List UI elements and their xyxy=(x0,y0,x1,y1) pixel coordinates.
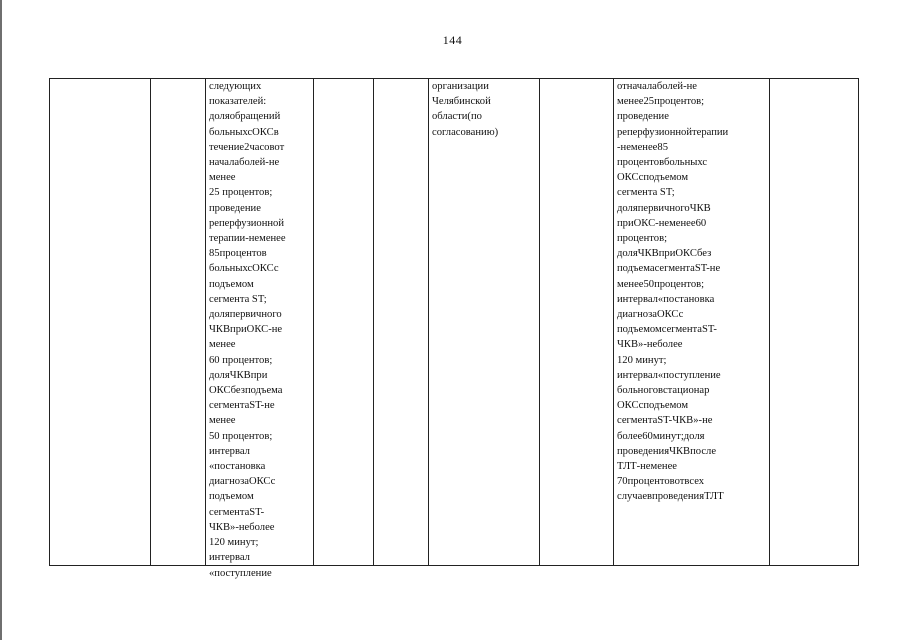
page-number: 144 xyxy=(442,33,463,47)
column-divider xyxy=(539,79,540,565)
cell-line: менее xyxy=(209,172,236,184)
cell-line: менее50процентов; xyxy=(617,278,705,290)
column-divider xyxy=(613,79,614,565)
cell-line: процентовбольныхс xyxy=(617,157,708,169)
cell-line: 50 процентов; xyxy=(209,430,273,442)
cell-line: доляпервичногоЧКВ xyxy=(617,202,711,214)
cell-line: больноговстационар xyxy=(617,385,710,397)
cell-line: интервал«постановка xyxy=(617,293,715,305)
cell-line: 60 процентов; xyxy=(209,354,273,366)
cell-executor-text xyxy=(432,79,535,140)
cell-line: 85процентов xyxy=(209,248,267,260)
cell-line: больныхсОКСв xyxy=(209,126,279,138)
cell-line: сегментаST-не xyxy=(209,400,275,412)
cell-line: менее xyxy=(209,415,236,427)
column-divider xyxy=(373,79,374,565)
cell-line: ОКСсподъемом xyxy=(617,172,689,184)
cell-line: 120 минут; xyxy=(209,537,259,549)
cell-line: сегмента ST; xyxy=(617,187,675,199)
cell-line: подъемом xyxy=(209,491,254,503)
cell-line: доляЧКВпри xyxy=(209,369,268,381)
document-table xyxy=(49,78,859,579)
cell-line: Челябинской xyxy=(432,96,491,108)
cell-results-text xyxy=(617,79,765,505)
cell-line: сегмента ST; xyxy=(209,293,267,305)
cell-line: «поступление xyxy=(209,567,272,579)
cell-line: подъемасегментаST-не xyxy=(617,263,721,275)
cell-line: доляЧКВприОКСбез xyxy=(617,248,712,260)
cell-line: интервал xyxy=(209,552,250,564)
cell-line: следующих xyxy=(209,81,262,92)
column-divider xyxy=(205,79,206,565)
cell-line: менее25процентов; xyxy=(617,96,705,108)
cell-line: организации xyxy=(432,81,489,92)
cell-line: доляобращений xyxy=(209,111,281,123)
cell-line: отначалаболей-не xyxy=(617,81,697,92)
cell-line: интервал xyxy=(209,445,250,457)
cell-line: подъемом xyxy=(209,278,254,290)
cell-indicators-text xyxy=(209,79,309,581)
cell-line: показателей: xyxy=(209,96,267,108)
cell-line: ОКСбезподъема xyxy=(209,385,283,397)
cell-line: приОКС-неменее60 xyxy=(617,217,707,229)
cell-line: диагнозаОКСс xyxy=(209,476,276,488)
cell-line: диагнозаОКСс xyxy=(617,309,684,321)
cell-line: 25 процентов; xyxy=(209,187,273,199)
column-divider xyxy=(150,79,151,565)
cell-line: -неменее85 xyxy=(617,141,668,153)
cell-line: проведенияЧКВпосле xyxy=(617,445,717,457)
cell-line: 70процентовотвсех xyxy=(617,476,705,488)
cell-line: началаболей-не xyxy=(209,157,280,169)
cell-line: ЧКВприОКС-не xyxy=(209,324,283,336)
cell-line: доляпервичного xyxy=(209,309,282,321)
column-divider xyxy=(428,79,429,565)
cell-line: ЧКВ»-неболее xyxy=(209,521,275,533)
cell-line: ТЛТ-неменее xyxy=(617,461,677,473)
cell-line: более60минут;доля xyxy=(617,430,705,442)
cell-line: проведение xyxy=(617,111,669,123)
column-divider xyxy=(769,79,770,565)
cell-line: терапии-неменее xyxy=(209,233,286,245)
cell-line: процентов; xyxy=(617,233,668,245)
cell-line: ЧКВ»-неболее xyxy=(617,339,683,351)
cell-line: реперфузионной xyxy=(209,217,285,229)
cell-line: согласованию) xyxy=(432,126,499,138)
cell-line: подъемомсегментаST- xyxy=(617,324,717,336)
cell-line: больныхсОКСс xyxy=(209,263,279,275)
cell-line: случаевпроведенияТЛТ xyxy=(617,491,724,503)
cell-line: течение2часовот xyxy=(209,141,285,153)
cell-line: «постановка xyxy=(209,461,266,473)
cell-line: реперфузионнойтерапии xyxy=(617,126,729,138)
cell-line: сегментаST-ЧКВ»-не xyxy=(617,415,713,427)
cell-line: ОКСсподъемом xyxy=(617,400,689,412)
cell-line: интервал«поступление xyxy=(617,369,721,381)
cell-line: сегментаST- xyxy=(209,506,265,518)
column-divider xyxy=(313,79,314,565)
cell-line: 120 минут; xyxy=(617,354,667,366)
cell-line: области(по xyxy=(432,111,482,123)
cell-line: проведение xyxy=(209,202,261,214)
scan-edge xyxy=(0,0,2,640)
cell-line: менее xyxy=(209,339,236,351)
